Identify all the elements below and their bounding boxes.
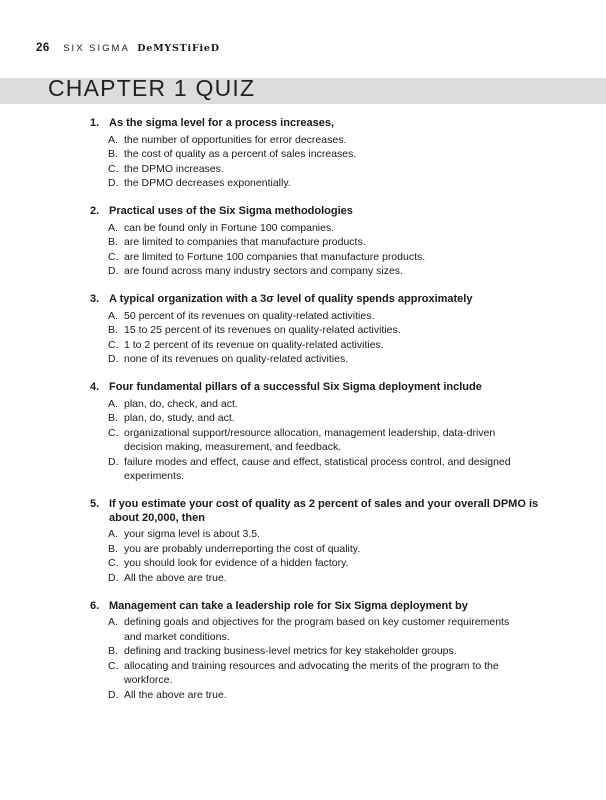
option-text: organizational support/resource allocation, management leadership, data-driven decision making, measurement, and feedback.	[124, 426, 496, 453]
question-5	[0, 498, 606, 585]
option-letter: A.	[108, 616, 118, 628]
answer-option-c	[0, 250, 606, 265]
answer-option-c	[0, 659, 606, 688]
option-letter: C.	[108, 162, 119, 175]
option-text: the DPMO increases.	[124, 162, 224, 175]
series-title: SIX SIGMA	[63, 43, 130, 54]
option-text: failure modes and effect, cause and effect, statistical process control, and designed experiments.	[124, 455, 511, 482]
answer-option-b	[0, 644, 606, 659]
option-text: are limited to Fortune 100 companies that manufacture products.	[124, 250, 426, 263]
option-letter: B.	[108, 236, 118, 248]
option-text: you should look for evidence of a hidden factory.	[124, 557, 349, 569]
option-text: All the above are true.	[124, 571, 227, 584]
question-number: 2.	[90, 205, 100, 217]
option-letter: B.	[108, 148, 118, 160]
answer-option-a	[0, 615, 606, 644]
option-letter: D.	[108, 688, 119, 701]
answer-option-c	[0, 426, 606, 455]
series-tag: DeMYSTiFieD	[137, 43, 220, 54]
question-text: If you estimate your cost of quality as 2 percent of sales and your overall DPMO is about 20,000, then	[109, 498, 539, 524]
answer-option-d	[0, 455, 606, 484]
answer-option-b	[0, 147, 606, 162]
option-text: plan, do, check, and act.	[124, 397, 238, 410]
option-letter: C.	[108, 557, 119, 569]
quiz-list	[0, 117, 606, 717]
question-stem	[0, 381, 606, 395]
question-3	[0, 293, 606, 367]
option-letter: A.	[108, 397, 118, 410]
option-letter: B.	[108, 324, 118, 336]
option-letter: C.	[108, 338, 119, 351]
question-stem	[0, 600, 606, 614]
question-number: 5.	[90, 498, 100, 510]
option-text: are found across many industry sectors and company sizes.	[124, 265, 403, 277]
option-letter: A.	[108, 133, 118, 146]
answer-option-a	[0, 527, 606, 542]
answer-option-c	[0, 162, 606, 177]
option-text: 15 to 25 percent of its revenues on quality-related activities.	[124, 324, 401, 336]
answer-option-d	[0, 688, 606, 703]
option-text: are limited to companies that manufacture products.	[124, 236, 366, 248]
option-letter: A.	[108, 528, 118, 540]
question-stem	[0, 205, 606, 219]
question-2	[0, 205, 606, 279]
option-text: All the above are true.	[124, 688, 227, 701]
option-text: you are probably underreporting the cost of quality.	[124, 542, 361, 555]
running-head	[36, 42, 220, 54]
option-letter: C.	[108, 659, 119, 672]
answer-option-b	[0, 323, 606, 338]
page-number: 26	[36, 42, 50, 54]
option-text: none of its revenues on quality-related activities.	[124, 353, 349, 365]
question-text: Practical uses of the Six Sigma methodologies	[109, 205, 353, 217]
question-6	[0, 600, 606, 703]
option-letter: B.	[108, 412, 118, 424]
answer-option-c	[0, 556, 606, 571]
option-letter: B.	[108, 645, 118, 657]
question-number: 4.	[90, 381, 100, 393]
option-text: defining and tracking business-level metrics for key stakeholder groups.	[124, 645, 457, 657]
answer-option-b	[0, 542, 606, 557]
option-text: 1 to 2 percent of its revenue on quality-related activities.	[124, 338, 384, 351]
option-letter: D.	[108, 353, 119, 365]
answer-option-a	[0, 133, 606, 148]
question-4	[0, 381, 606, 484]
question-number: 6.	[90, 599, 100, 612]
answer-option-d	[0, 352, 606, 367]
option-letter: A.	[108, 221, 118, 234]
answer-option-d	[0, 571, 606, 586]
option-letter: C.	[108, 426, 119, 439]
option-letter: B.	[108, 542, 118, 555]
question-text: Four fundamental pillars of a successful Six Sigma deployment include	[109, 381, 482, 393]
option-letter: C.	[108, 250, 119, 263]
answer-option-c	[0, 338, 606, 353]
option-text: defining goals and objectives for the program based on key customer requirements and market conditions.	[124, 616, 510, 643]
option-text: can be found only in Fortune 100 companies.	[124, 221, 335, 234]
option-text: the DPMO decreases exponentially.	[124, 177, 291, 189]
option-text: your sigma level is about 3.5.	[124, 528, 260, 540]
option-letter: A.	[108, 309, 118, 322]
option-text: plan, do, study, and act.	[124, 412, 235, 424]
question-text: Management can take a leadership role for Six Sigma deployment by	[109, 599, 468, 612]
option-text: 50 percent of its revenues on quality-related activities.	[124, 309, 375, 322]
chapter-title-band	[0, 75, 606, 104]
answer-option-a	[0, 221, 606, 236]
option-text: the number of opportunities for error decreases.	[124, 133, 347, 146]
question-1	[0, 117, 606, 191]
question-text: As the sigma level for a process increases,	[109, 117, 335, 129]
option-text: allocating and training resources and advocating the merits of the program to the workforce.	[124, 659, 499, 686]
option-letter: D.	[108, 177, 119, 189]
option-letter: D.	[108, 455, 119, 468]
answer-option-b	[0, 411, 606, 426]
question-stem	[0, 293, 606, 307]
answer-option-a	[0, 397, 606, 412]
answer-option-d	[0, 264, 606, 279]
question-text: A typical organization with a 3σ level of quality spends approximately	[109, 293, 473, 305]
chapter-title: CHAPTER 1 QUIZ	[48, 75, 256, 101]
question-number: 1.	[90, 117, 100, 129]
answer-option-b	[0, 235, 606, 250]
option-letter: D.	[108, 571, 119, 584]
answer-option-a	[0, 309, 606, 324]
question-stem	[0, 498, 606, 525]
question-number: 3.	[90, 293, 100, 305]
option-text: the cost of quality as a percent of sales increases.	[124, 148, 357, 160]
answer-option-d	[0, 176, 606, 191]
option-letter: D.	[108, 265, 119, 277]
question-stem	[0, 117, 606, 131]
